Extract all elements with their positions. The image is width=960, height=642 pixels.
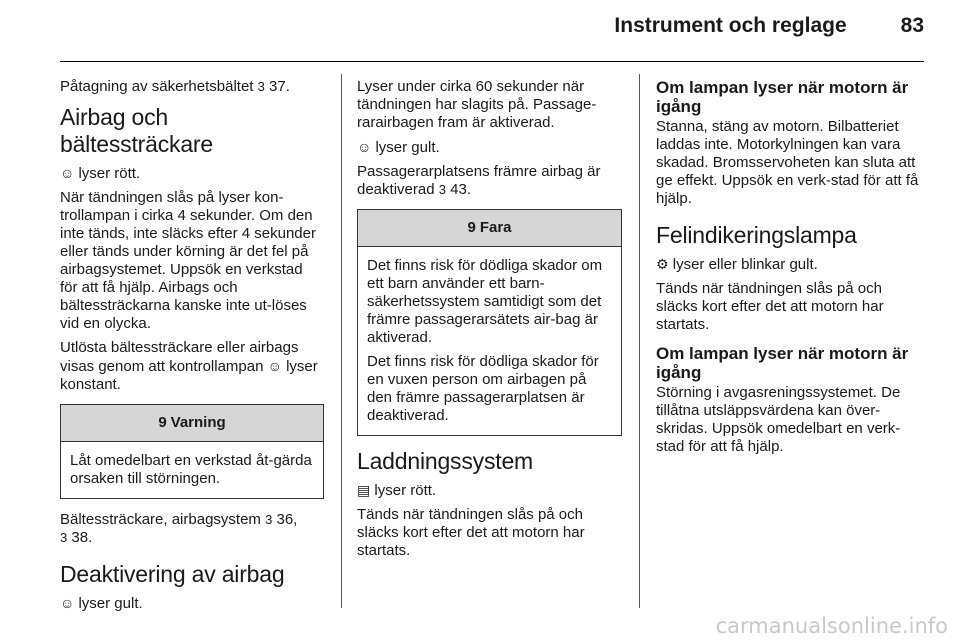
- passenger-airbag-icon: ☺: [60, 595, 75, 611]
- watermark: carmanualsonline.info: [715, 614, 948, 638]
- airbag-lamp-icon: ☺: [267, 358, 282, 374]
- page-number: 83: [900, 14, 924, 37]
- paragraph: Tänds när tändningen slås på och släcks kort efter det att motorn har startats.: [656, 280, 884, 333]
- airbag-lamp-icon: ☺: [60, 165, 75, 181]
- icon-line: ☺ lyser rött.: [60, 165, 141, 182]
- ref-arrow-icon: 3: [265, 512, 273, 527]
- column-divider: [341, 74, 342, 608]
- danger-text: Det finns risk för dödliga skador för en vuxen person om airbagen på den främre passagerarplatsen är deaktiverad.: [367, 353, 599, 424]
- paragraph: Störning i avgasreningssystemet. De tillåtna utsläppsvärdena kan över-skridas. Uppsök omedelbart en verk-stad för att få hjälp.: [656, 384, 901, 455]
- intro-text: Påtagning av säkerhetsbältet 3 37.: [60, 78, 290, 95]
- danger-box: [357, 209, 622, 436]
- danger-title: Fara: [479, 219, 512, 236]
- subheading: Om lampan lyser när motorn är igång: [656, 344, 909, 382]
- header-rule: [60, 61, 924, 62]
- column-3: [656, 78, 920, 462]
- icon-line: ⚙ lyser eller blinkar gult.: [656, 256, 818, 273]
- ref-arrow-icon: 3: [257, 79, 265, 94]
- paragraph: Utlösta bältessträckare eller airbags visas genom att kontrollampan ☺ lyser konstant.: [60, 339, 318, 393]
- danger-box-header: [358, 210, 621, 247]
- reference-line: Bältessträckare, airbagsystem 3 36, 3 38.: [60, 511, 298, 546]
- paragraph: Tänds när tändningen slås på och släcks kort efter det att motorn har startats.: [357, 506, 585, 559]
- page-title: Instrument och reglage: [614, 14, 847, 37]
- column-2: [357, 78, 622, 566]
- battery-icon: ▤: [357, 482, 371, 498]
- warning-text: Låt omedelbart en verkstad åt-gärda orsaken till störningen.: [70, 452, 312, 487]
- section-heading: Airbag och bältessträckare: [60, 104, 213, 157]
- warning-box-header: [61, 405, 323, 442]
- danger-text: Det finns risk för dödliga skador om ett barn använder ett barn-säkerhetssystem samtidigt som det främre passagerarsätets air-bag är aktiverad.: [367, 257, 603, 346]
- ref-arrow-icon: 3: [438, 182, 446, 197]
- warning-triangle-icon: 9: [467, 219, 476, 236]
- paragraph: Stanna, stäng av motorn. Bilbatteriet laddas inte. Motorkylningen kan vara skadad. Bromsservoheten kan sluta att ge effekt. Uppsök en verk-stad för att få hjälp.: [656, 118, 919, 207]
- paragraph: Passagerarplatsens främre airbag är deaktiverad 3 43.: [357, 163, 601, 198]
- section-heading: Felindikeringslampa: [656, 222, 857, 248]
- paragraph: Lyser under cirka 60 sekunder när tändningen har slagits på. Passage-rarairbagen fram är aktiverad.: [357, 78, 597, 131]
- page-header: [0, 14, 924, 48]
- column-1: [60, 78, 324, 619]
- icon-line: ▤ lyser rött.: [357, 482, 437, 499]
- passenger-airbag-off-icon: ☺: [357, 139, 372, 155]
- icon-line: ☺ lyser gult.: [357, 139, 440, 156]
- warning-triangle-icon: 9: [158, 414, 167, 431]
- ref-arrow-icon: 3: [60, 530, 68, 545]
- section-heading: Laddningssystem: [357, 448, 533, 474]
- column-divider: [639, 74, 640, 608]
- engine-icon: ⚙: [656, 256, 669, 272]
- subheading: Om lampan lyser när motorn är igång: [656, 78, 909, 116]
- paragraph: När tändningen slås på lyser kon-trollampan i cirka 4 sekunder. Om den inte tänds, inte släcks efter 4 sekunder eller tänds under körning är det fel på airbagsystemet. Uppsök en verkstad för att få hjälp. Airbags och bältessträckarna kanske inte ut-löses vid en olycka.: [60, 189, 316, 332]
- icon-line: ☺ lyser gult.: [60, 595, 143, 612]
- section-heading: Deaktivering av airbag: [60, 561, 285, 587]
- warning-title: Varning: [170, 414, 226, 431]
- warning-box: [60, 404, 324, 499]
